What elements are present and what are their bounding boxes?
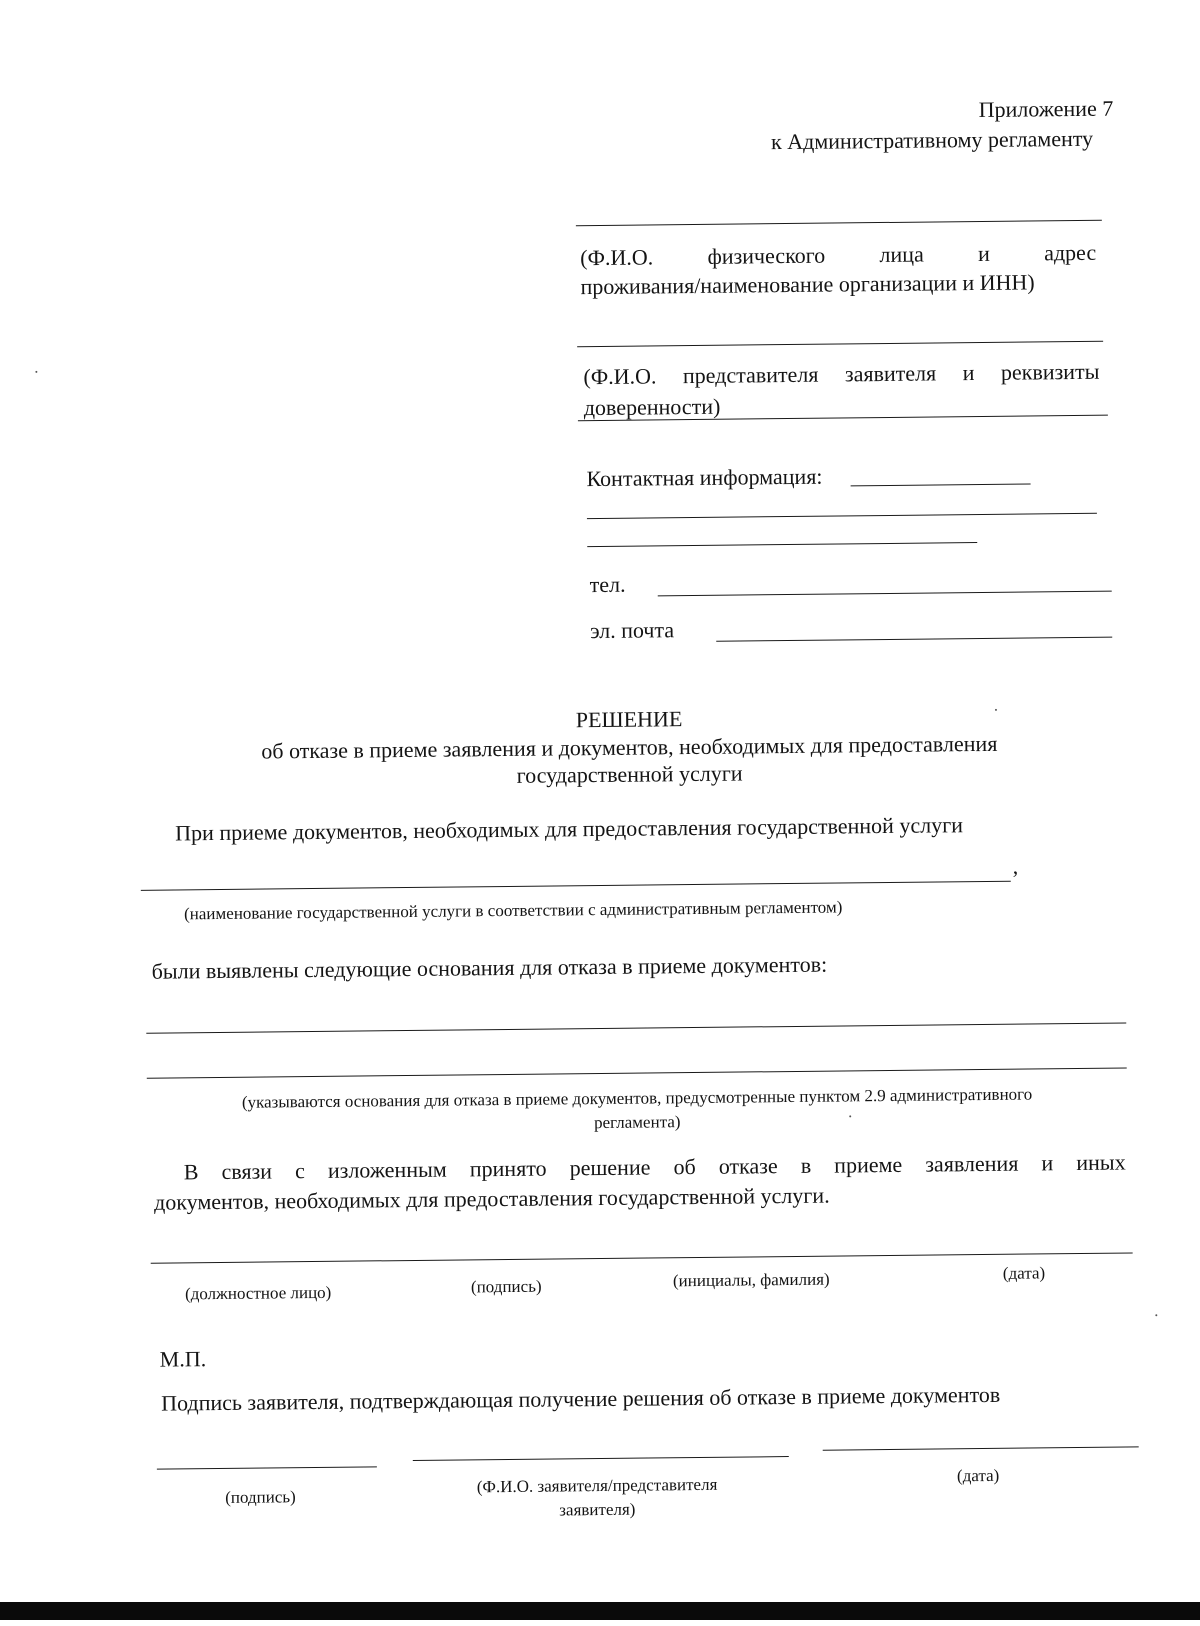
representative-caption-line2: доверенности) [583, 393, 721, 421]
caption-word: заявителя [844, 360, 937, 387]
decision-title: РЕШЕНИЕ [575, 706, 683, 733]
caption-word: (Ф.И.О. [580, 244, 654, 271]
conclusion-word: заявления [925, 1150, 1019, 1177]
official-initials-caption: (инициалы, фамилия) [672, 1269, 830, 1291]
applicant-signature-caption: (подпись) [225, 1487, 296, 1507]
caption-word: представителя [682, 361, 819, 389]
email-line [716, 637, 1112, 642]
applicant-fio-caption-line1: (Ф.И.О. заявителя/представителя [476, 1474, 718, 1497]
appendix-number: Приложение 7 [978, 95, 1114, 122]
phone-line [658, 591, 1112, 597]
applicant-fio-caption-line2: заявителя) [559, 1499, 636, 1520]
conclusion-word: решение [569, 1154, 651, 1181]
applicant-signature-line [157, 1466, 377, 1469]
grounds-line-1 [146, 1023, 1126, 1034]
appendix-regulation: к Административному регламенту [770, 125, 1094, 155]
conclusion-word: иных [1076, 1149, 1126, 1176]
representative-line [577, 341, 1103, 348]
official-caption: (должностное лицо) [184, 1282, 332, 1304]
phone-label: тел. [589, 571, 626, 598]
conclusion-text [184, 1150, 1126, 1185]
grounds-caption-line2: регламента) [593, 1112, 681, 1133]
conclusion-word: изложенным [327, 1156, 447, 1183]
contact-line-2 [587, 513, 1097, 519]
scan-speck [995, 709, 997, 711]
contact-line-1 [851, 483, 1031, 486]
decision-subtitle-line1: об отказе в приеме заявления и документов, необходимых для предоставления [261, 730, 998, 764]
email-label: эл. почта [589, 617, 675, 644]
caption-word: и [977, 240, 990, 267]
service-name-caption: (наименование государственной услуги в соответствии с административным регламентом) [183, 897, 843, 924]
caption-word: реквизиты [1000, 358, 1100, 385]
applicant-date-line [823, 1446, 1139, 1450]
applicant-name-caption-line2: проживания/наименование организации и ИНН) [580, 269, 1035, 300]
representative-caption [583, 359, 1099, 390]
conclusion-word: приеме [834, 1151, 903, 1178]
conclusion-word: с [294, 1158, 305, 1184]
conclusion-word: в [800, 1152, 812, 1178]
caption-word: лица [879, 241, 924, 268]
conclusion-text-line2: документов, необходимых для предоставления государственной услуги. [153, 1182, 830, 1215]
conclusion-word: об [673, 1154, 696, 1180]
grounds-intro: были выявлены следующие основания для отказа в приеме документов: [151, 951, 828, 984]
scan-speck [35, 371, 37, 373]
scan-speck [849, 1115, 851, 1117]
conclusion-word: отказе [718, 1153, 778, 1179]
stamp-mark: М.П. [159, 1346, 207, 1372]
receipt-text: Подпись заявителя, подтверждающая получение решения об отказе в приеме документов [161, 1381, 1001, 1416]
contact-line-3 [587, 542, 977, 547]
intro-comma: , [1012, 853, 1019, 879]
conclusion-word: связи [221, 1158, 273, 1184]
official-signature-line [151, 1252, 1133, 1263]
caption-word: адрес [1043, 239, 1097, 266]
scan-edge-bar [0, 1602, 1200, 1620]
conclusion-word: и [1041, 1150, 1054, 1176]
applicant-name-line [576, 220, 1102, 227]
service-name-line [141, 881, 1011, 891]
applicant-date-caption: (дата) [956, 1465, 1000, 1486]
intro-text: При приеме документов, необходимых для предоставления государственной услуги [175, 812, 964, 846]
decision-subtitle-line2: государственной услуги [516, 760, 743, 788]
grounds-line-2 [147, 1067, 1127, 1078]
conclusion-word: принято [469, 1155, 547, 1182]
conclusion-word: В [183, 1159, 199, 1185]
caption-word: и [962, 360, 975, 386]
applicant-fio-line [413, 1456, 789, 1461]
contact-label: Контактная информация: [586, 463, 823, 492]
official-signature-caption: (подпись) [470, 1276, 542, 1297]
grounds-caption-line1: (указываются основания для отказа в приеме документов, предусмотренные пунктом 2.9 административного [241, 1084, 1033, 1112]
applicant-name-caption [580, 240, 1096, 271]
official-date-caption: (дата) [1002, 1263, 1046, 1283]
caption-word: (Ф.И.О. [583, 363, 657, 390]
caption-word: физического [707, 242, 826, 269]
scan-speck [1155, 1314, 1157, 1316]
